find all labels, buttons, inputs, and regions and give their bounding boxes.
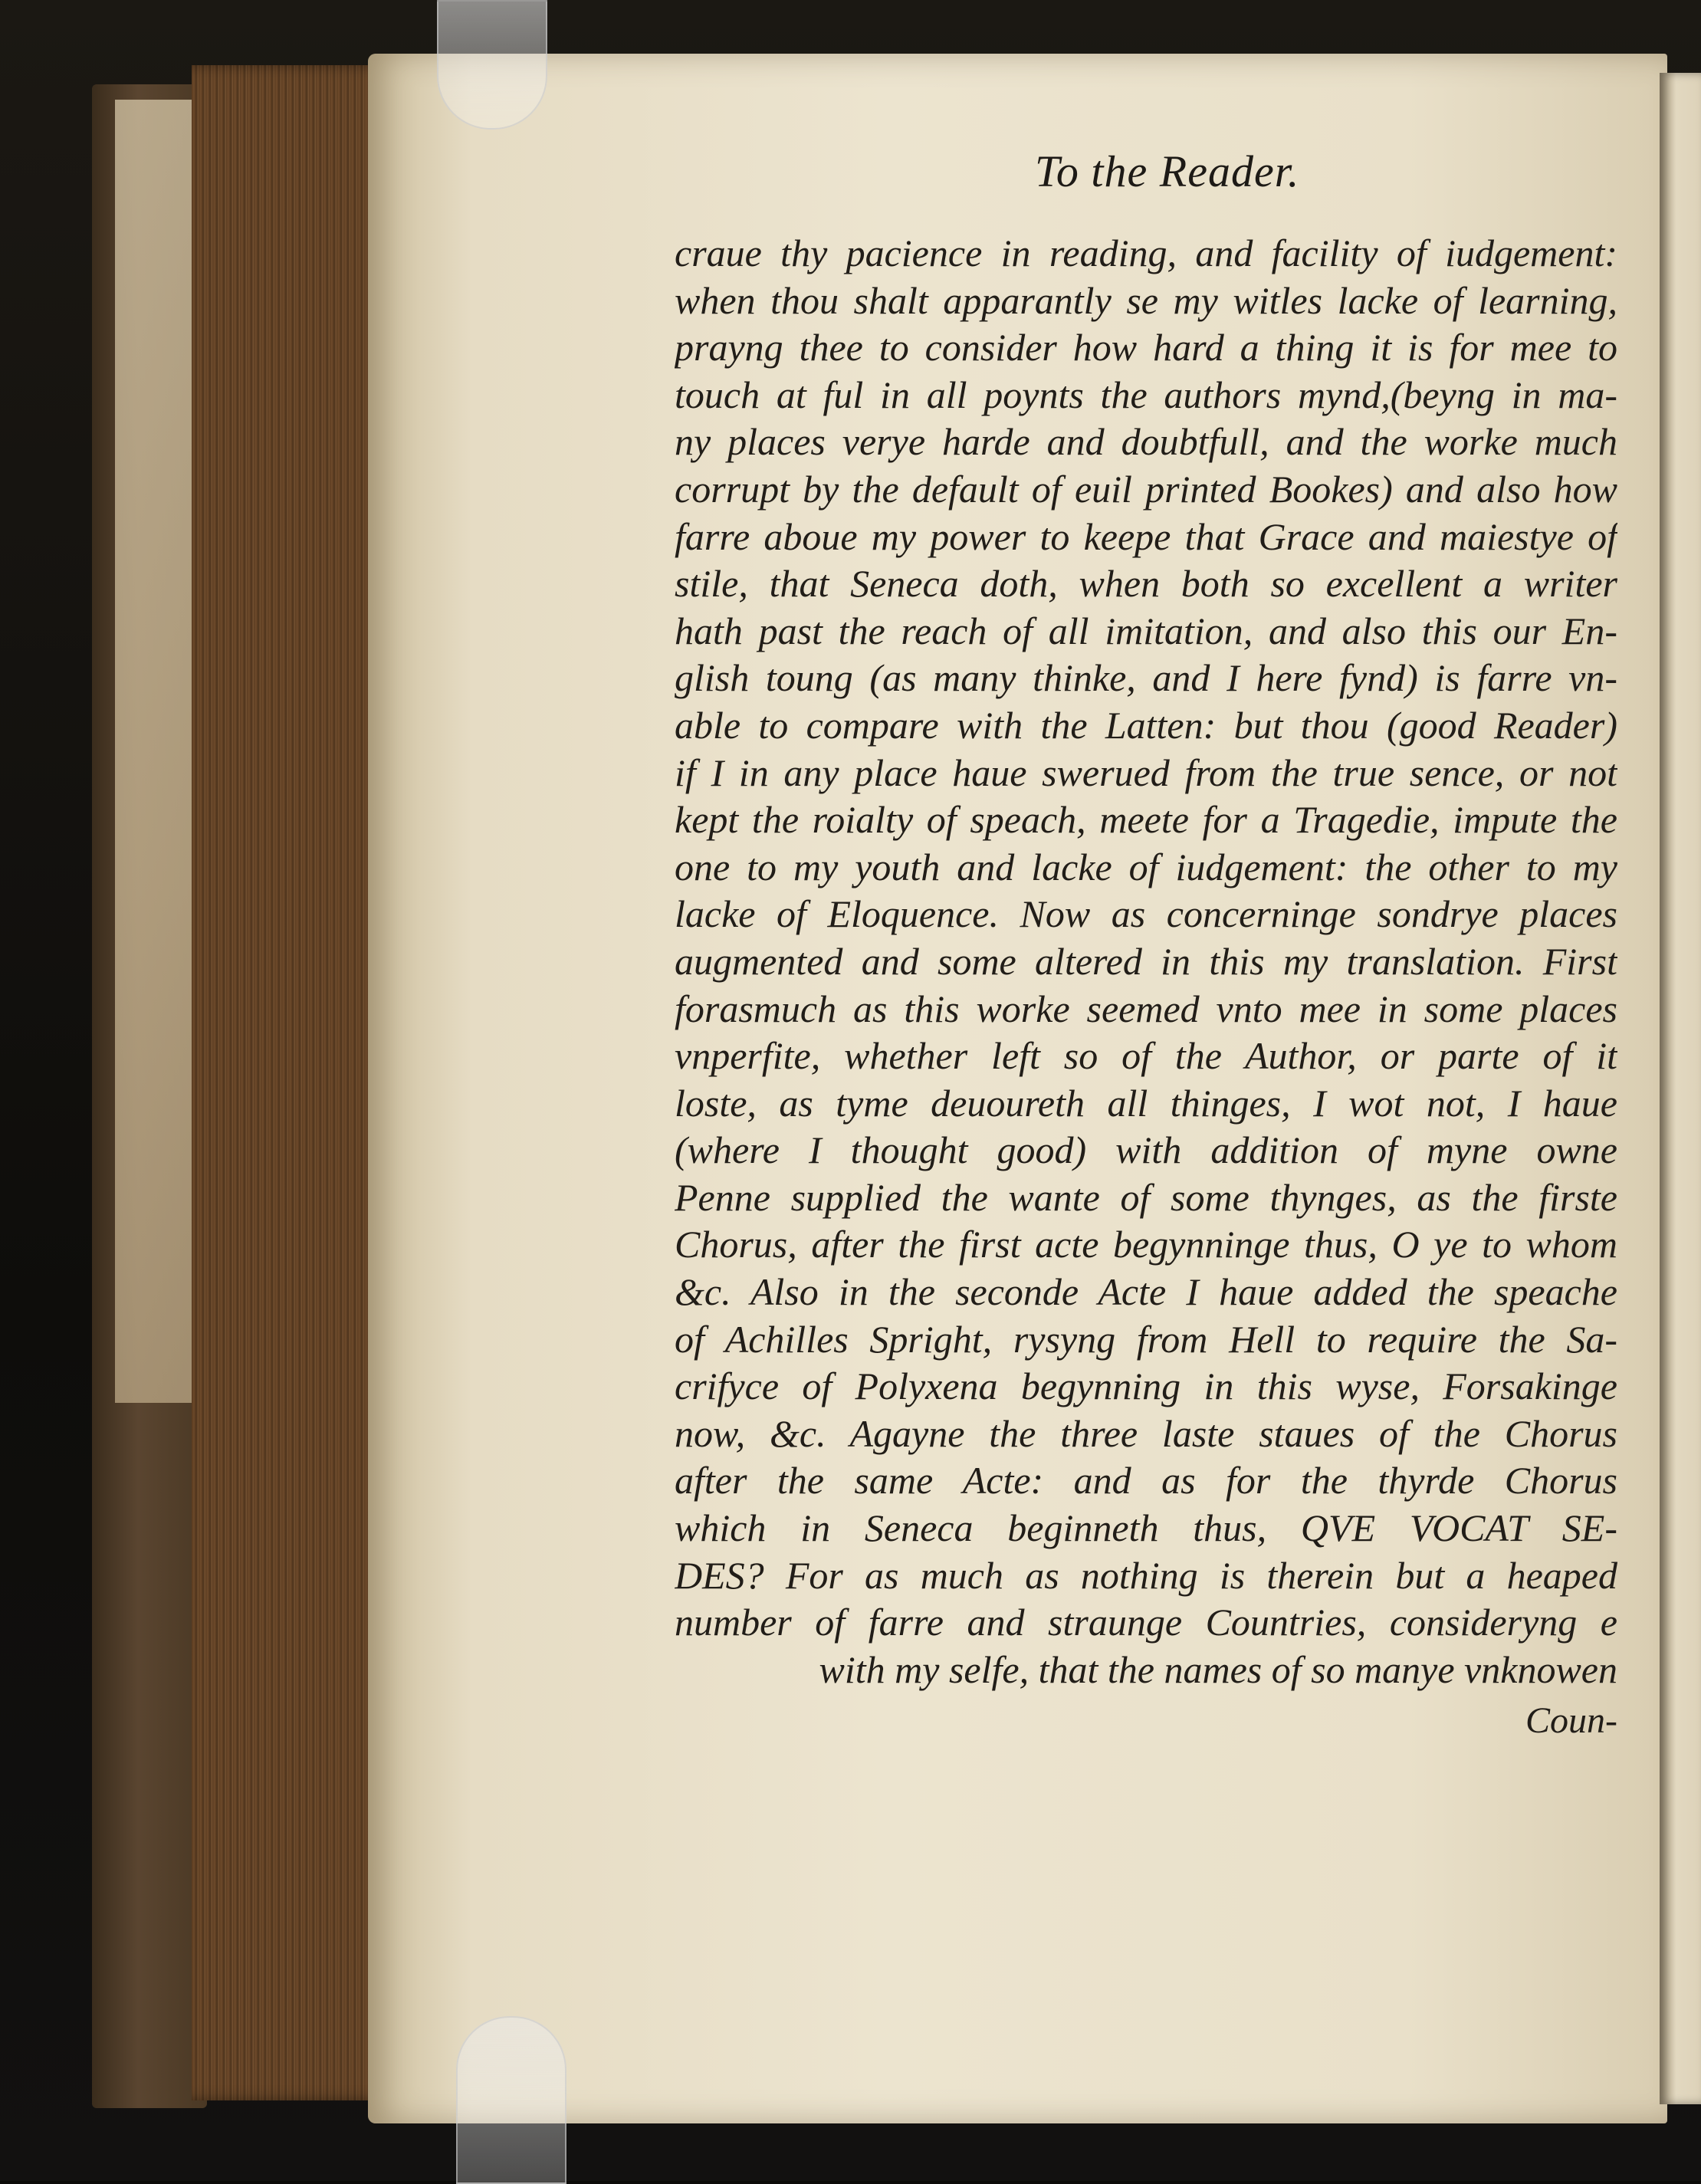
text-line: glish toung (as many thinke, and I here fynd) is farre vn- (675, 656, 1617, 700)
text-line: forasmuch as this worke seemed vnto mee in some places (675, 987, 1617, 1030)
text-line: able to compare with the Latten: but thou (good Reader) (675, 703, 1617, 747)
text-line: augmented and some altered in this my translation. First (675, 939, 1617, 983)
text-line: number of farre and straunge Countries, consideryng e (675, 1601, 1617, 1644)
text-line: hath past the reach of all imitation, and also this our En- (675, 609, 1617, 652)
text-line: &c. Also in the seconde Acte I haue added the speache (675, 1270, 1617, 1314)
text-line: now, &c. Agayne the three laste staues of the Chorus (675, 1411, 1617, 1455)
text-line: loste, as tyme deuoureth all thinges, I wot not, I haue (675, 1081, 1617, 1125)
text-line: Chorus, after the first acte begynninge thus, O ye to whom (675, 1223, 1617, 1266)
body-text (675, 230, 1617, 1693)
text-line: of Achilles Spright, rysyng from Hell to require the Sa- (675, 1317, 1617, 1361)
text-line: when thou shalt apparantly se my witles lacke of learning, (675, 278, 1617, 322)
text-line: vnperfite, whether left so of the Author, or parte of it (675, 1034, 1617, 1078)
bottom-page-clip (456, 2016, 566, 2184)
torn-flyleaf (115, 100, 199, 1403)
text-line: farre aboue my power to keepe that Grace and maiestye of (675, 514, 1617, 558)
text-line: prayng thee to consider how hard a thing it is for mee to (675, 326, 1617, 369)
text-line: Penne supplied the wante of some thynges, as the firste (675, 1175, 1617, 1219)
text-line: one to my youth and lacke of iudgement: the other to my (675, 845, 1617, 888)
text-line: crifyce of Polyxena begynning in this wyse, Forsakinge (675, 1365, 1617, 1408)
catchword: Coun- (1525, 1700, 1617, 1741)
text-line: which in Seneca beginneth thus, QVE VOCAT SE- (675, 1506, 1617, 1550)
top-page-clip (437, 0, 547, 130)
text-line: DES? For as much as nothing is therein but a heaped (675, 1553, 1617, 1597)
text-line: after the same Acte: and as for the thyrde Chorus (675, 1459, 1617, 1503)
running-header: To the Reader. (1035, 146, 1300, 196)
text-line: (where I thought good) with addition of myne owne (675, 1128, 1617, 1172)
text-line: craue thy pacience in reading, and facility of iudgement: (675, 232, 1617, 274)
text-line: touch at ful in all poynts the authors mynd,(beyng in ma- (675, 373, 1617, 416)
facing-page-edge (1660, 73, 1701, 2104)
text-line: with my selfe, that the names of so manye vnknowen (819, 1647, 1617, 1691)
text-line: kept the roialty of speach, meete for a Tragedie, impute the (675, 798, 1617, 842)
text-line: stile, that Seneca doth, when both so excellent a writer (675, 562, 1617, 606)
text-line: corrupt by the default of euil printed Bookes) and also how (675, 467, 1617, 511)
text-line: if I in any place haue swerued from the true sence, or not (675, 750, 1617, 794)
text-line: lacke of Eloquence. Now as concerninge sondrye places (675, 892, 1617, 936)
text-line: ny places verye harde and doubtfull, and the worke much (675, 420, 1617, 464)
